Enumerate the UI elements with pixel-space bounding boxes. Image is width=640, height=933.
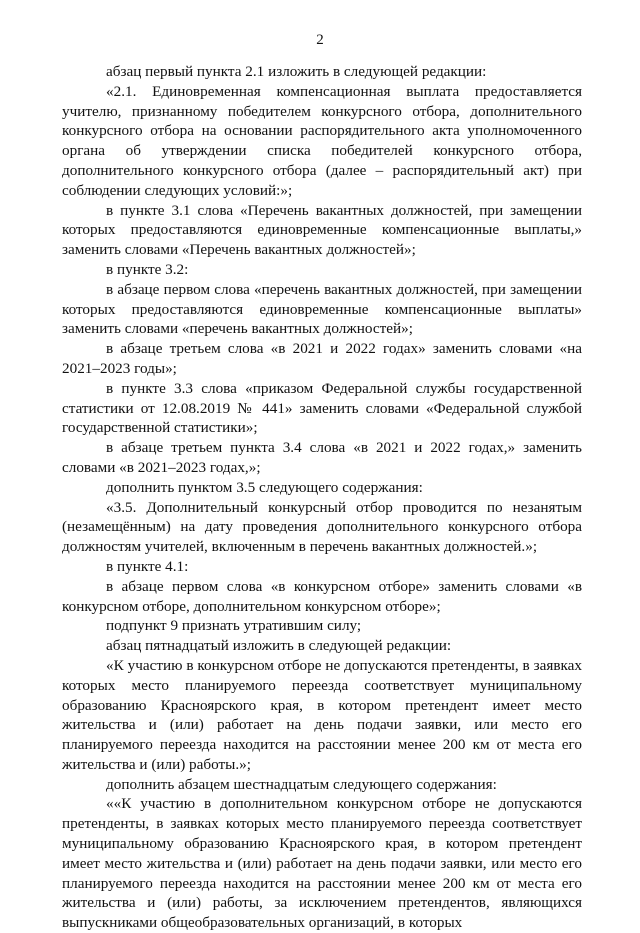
paragraph-16: дополнить абзацем шестнадцатым следующего содержания: (106, 775, 497, 793)
paragraph-13: подпункт 9 признать утратившим силу; (106, 617, 362, 635)
paragraph-4: в пункте 3.2: (106, 260, 189, 278)
paragraph-17: ««К участию в дополнительном конкурсном отборе не допускаются претенденты, в заявках которых место планируемого переезда соответствует муниципальному образованию Красноярского края, в котором претендент имеет место жительства и (или) работает на день подачи заявки, или место его планируемого переезда находится на расстоянии менее 200 км от места его жительства и (или) работы, за исключением претендентов, являющихся выпускниками общеобразовательных организаций, в которых (62, 795, 582, 932)
paragraph-9: дополнить пунктом 3.5 следующего содержания: (106, 478, 423, 496)
page-number: 2 (316, 32, 324, 48)
paragraph-15: «К участию в конкурсном отборе не допускаются претенденты, в заявках которых место планируемого переезда соответствует муниципальному образованию Красноярского края, в котором претендент имеет место жительства и (или) работает на день подачи заявки, или место его планируемого переезда находится на расстоянии менее 200 км от места его жительства и (или) работы.»; (62, 656, 582, 773)
paragraph-10: «3.5. Дополнительный конкурсный отбор проводится по незанятым (незамещённым) на дату проведения дополнительного конкурсного отбора должностям учителей, включенным в перечень вакантных должностей.»; (62, 498, 582, 556)
paragraph-1: абзац первый пункта 2.1 изложить в следующей редакции: (106, 63, 487, 80)
paragraph-2: «2.1. Единовременная компенсационная выплата предоставляется учителю, признанному победителем конкурсного отбора, дополнительного конкурсного отбора на основании распорядительного акта уполномоченного органа об утверждении списка победителей конкурсного отбора, дополнительного конкурсного отбора (далее – распорядительный акт) при соблюдении следующих условий:»; (62, 82, 582, 199)
paragraph-8: в абзаце третьем пункта 3.4 слова «в 2021 и 2022 годах,» заменить словами «в 2021–2023 годах,»; (62, 439, 582, 476)
document-body (62, 62, 582, 933)
paragraph-14: абзац пятнадцатый изложить в следующей редакции: (106, 637, 452, 655)
paragraph-5: в абзаце первом слова «перечень вакантных должностей, при замещении которых предоставляются единовременные компенсационные выплаты» заменить словами «перечень вакантных должностей»; (62, 280, 582, 338)
paragraph-3: в пункте 3.1 слова «Перечень вакантных должностей, при замещении которых предоставляются единовременные компенсационные выплаты,» заменить словами «Перечень вакантных должностей»; (62, 201, 582, 259)
paragraph-11: в пункте 4.1: (106, 557, 189, 575)
paragraph-6: в абзаце третьем слова «в 2021 и 2022 годах» заменить словами «на 2021–2023 годы»; (62, 340, 582, 377)
paragraph-12: в абзаце первом слова «в конкурсном отборе» заменить словами «в конкурсном отборе, дополнительном конкурсном отборе»; (62, 577, 582, 615)
paragraph-7: в пункте 3.3 слова «приказом Федеральной службы государственной статистики от 12.08.2019 № 441» заменить словами «Федеральной службой государственной статистики»; (62, 379, 582, 437)
